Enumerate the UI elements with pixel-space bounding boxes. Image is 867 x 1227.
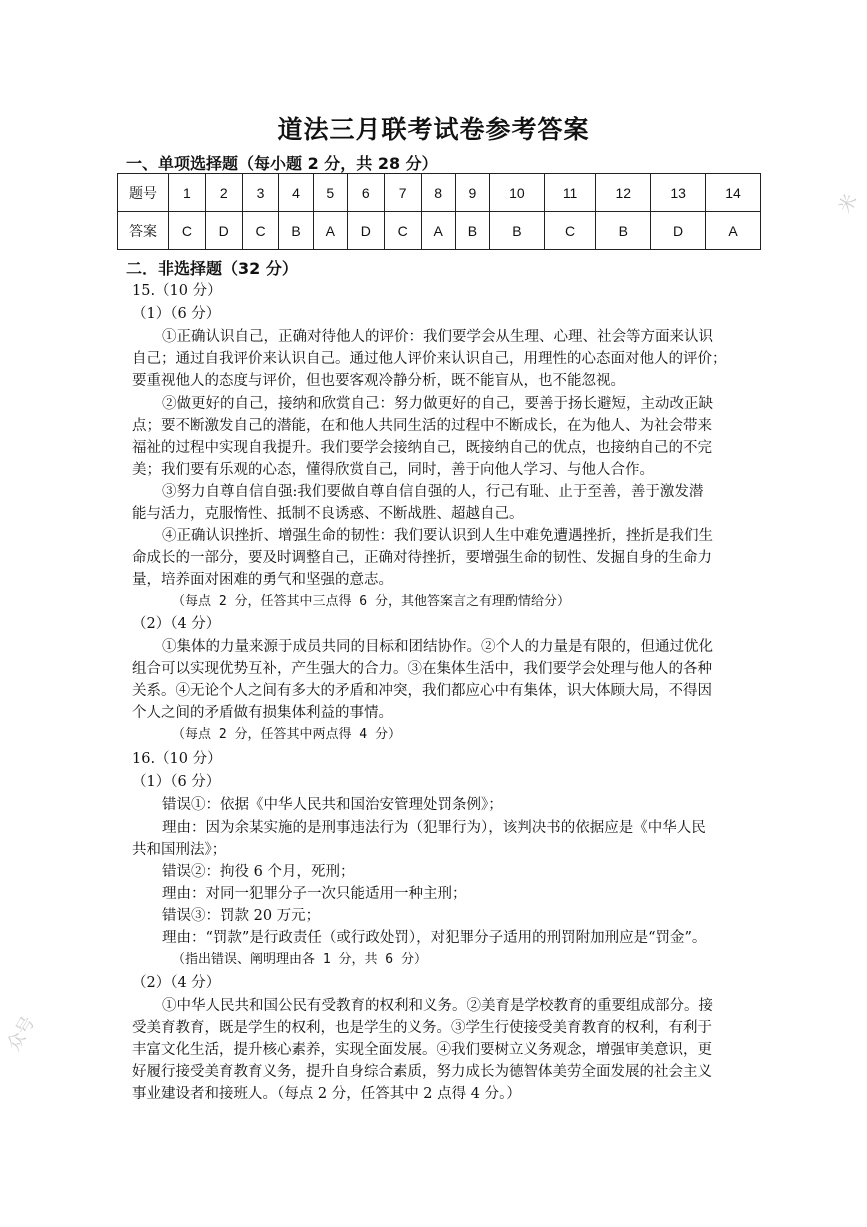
answer-line: 命成长的一部分，要及时调整自己，正确对待挫折，要增强生命的韧性、发掘自身的生命力 [132, 550, 712, 566]
sub-question-heading: （2）（4 分） [132, 616, 221, 632]
row-label-answer: 答案 [118, 212, 169, 250]
answer-line: 理由：因为余某实施的是刑事违法行为（犯罪行为），该判决书的依据应是《中华人民 [162, 820, 706, 836]
table-cell: 8 [421, 174, 455, 212]
answer-line: 福祉的过程中实现自我提升。我们要学会接纳自己，既接纳自己的优点，也接纳自己的不完 [132, 440, 712, 456]
table-cell: B [490, 212, 545, 250]
table-cell: 3 [242, 174, 279, 212]
answer-line: 错误③：罚款 20 万元； [162, 908, 321, 924]
answer-line: 好履行接受美育教育义务，提升自身综合素质，努力成长为德智体美劳全面发展的社会主义 [132, 1064, 712, 1080]
table-row-numbers [118, 174, 761, 212]
answer-line: 要重视他人的态度与评价，但也要客观冷静分析，既不能盲从，也不能忽视。 [132, 373, 625, 389]
question-16-heading: 16.（10 分） [132, 751, 222, 767]
table-cell: 7 [384, 174, 421, 212]
table-cell: B [455, 212, 489, 250]
answer-line: 理由：对同一犯罪分子一次只能适用一种主刑； [162, 886, 467, 902]
table-cell: 11 [544, 174, 595, 212]
table-cell: D [205, 212, 242, 250]
section-heading-nonchoice: 二．非选择题（32 分） [126, 259, 298, 278]
answer-line: 理由：“罚款”是行政责任（或行政处罚），对犯罪分子适用的刑罚附加刑应是“罚金”。 [162, 930, 707, 946]
table-cell: B [279, 212, 313, 250]
table-cell: C [384, 212, 421, 250]
answer-line: ④正确认识挫折、增强生命的韧性：我们要认识到人生中难免遭遇挫折，挫折是我们生 [162, 528, 713, 544]
answer-line: 关系。④无论个人之间有多大的矛盾和冲突，我们都应心中有集体，识大体顾大局，不得因 [132, 683, 712, 699]
answer-line: ①正确认识自己，正确对待他人的评价：我们要学会从生理、心理、社会等方面来认识 [162, 329, 713, 345]
table-cell: 9 [455, 174, 489, 212]
scoring-note: （每点 2 分，任答其中两点得 4 分） [172, 727, 401, 742]
answer-line: 丰富文化生活，提升核心素养，实现全面发展。④我们要树立义务观念，增强审美意识，更 [132, 1042, 712, 1058]
answer-line: 点；要不断激发自己的潜能，在和他人共同生活的过程中不断成长，在为他人、为社会带来 [132, 418, 712, 434]
table-cell: B [596, 212, 651, 250]
table-cell: D [651, 212, 706, 250]
table-cell: 1 [169, 174, 206, 212]
table-cell: A [706, 212, 761, 250]
table-cell: C [242, 212, 279, 250]
table-cell: C [544, 212, 595, 250]
answer-line: 能与活力，克服惰性、抵制不良诱惑、不断战胜、超越自己。 [132, 506, 524, 522]
answer-line: 事业建设者和接班人。（每点 2 分，任答其中 2 点得 4 分。） [132, 1086, 521, 1102]
question-15-heading: 15.（10 分） [132, 283, 222, 299]
answer-line: 共和国刑法》； [132, 842, 227, 858]
table-cell: A [421, 212, 455, 250]
table-cell: 14 [706, 174, 761, 212]
answer-line: ②做更好的自己，接纳和欣赏自己：努力做更好的自己，要善于扬长避短，主动改正缺 [162, 396, 713, 412]
answer-line: 组合可以实现优势互补，产生强大的合力。③在集体生活中，我们要学会处理与他人的各种 [132, 661, 712, 677]
table-row-answers [118, 212, 761, 250]
section-heading-choice: 一、单项选择题（每小题 2 分，共 28 分） [126, 154, 438, 173]
sub-question-heading: （2）（4 分） [132, 975, 221, 991]
row-label-number: 题号 [118, 174, 169, 212]
answer-line: 美；我们要有乐观的心态，懂得欣赏自己，同时，善于向他人学习、与他人合作。 [132, 462, 654, 478]
answer-line: 受美育教育，既是学生的权利，也是学生的义务。③学生行使接受美育教育的权利，有利于 [132, 1020, 712, 1036]
table-cell: 2 [205, 174, 242, 212]
table-cell: 13 [651, 174, 706, 212]
answer-line: 自己；通过自我评价来认识自己。通过他人评价来认识自己，用理性的心态面对他人的评价； [132, 351, 727, 367]
sub-question-heading: （1）（6 分） [132, 306, 221, 322]
page-title: 道法三月联考试卷参考答案 [277, 115, 590, 144]
answer-line: 错误②：拘役 6 个月，死刑； [162, 864, 355, 880]
table-cell: A [313, 212, 347, 250]
sub-question-heading: （1）（6 分） [132, 774, 221, 790]
answer-line: 错误①：依据《中华人民共和国治安管理处罚条例》； [162, 797, 503, 813]
table-cell: D [347, 212, 384, 250]
table-cell: C [169, 212, 206, 250]
table-cell: 5 [313, 174, 347, 212]
answer-table [117, 173, 761, 250]
answer-line: ①中华人民共和国公民有受教育的权利和义务。②美育是学校教育的重要组成部分。接 [162, 998, 713, 1014]
watermark-text: 米 [834, 190, 862, 217]
scoring-note: （指出错误、阐明理由各 1 分，共 6 分） [172, 952, 427, 967]
answer-line: 量，培养面对困难的勇气和坚强的意志。 [132, 572, 393, 588]
table-cell: 6 [347, 174, 384, 212]
table-cell: 12 [596, 174, 651, 212]
watermark-text: 众号 [3, 1012, 40, 1055]
table-cell: 10 [490, 174, 545, 212]
table-cell: 4 [279, 174, 313, 212]
scoring-note: （每点 2 分，任答其中三点得 6 分，其他答案言之有理酌情给分） [172, 594, 570, 609]
answer-line: ①集体的力量来源于成员共同的目标和团结协作。②个人的力量是有限的，但通过优化 [162, 639, 713, 655]
answer-line: 个人之间的矛盾做有损集体利益的事情。 [132, 705, 393, 721]
answer-line: ③努力自尊自信自强:我们要做自尊自信自强的人，行己有耻、止于至善，善于激发潜 [162, 484, 704, 500]
